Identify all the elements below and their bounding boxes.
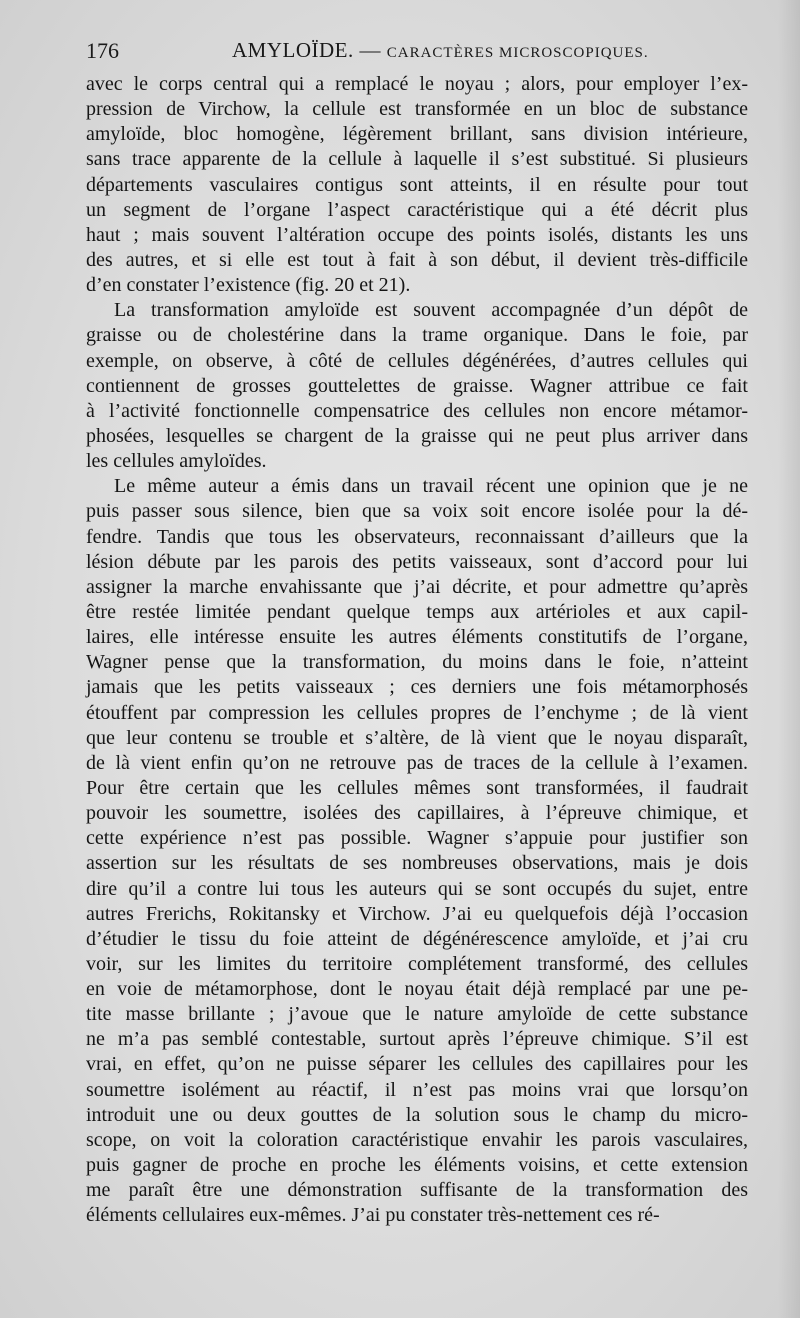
text-line: assertion sur les résultats de ses nombreuses observations, mais je dois	[86, 852, 748, 875]
text-line: pouvoir les soumettre, isolées des capillaires, à l’épreuve chimique, et	[86, 802, 748, 825]
text-line: que leur contenu se trouble et s’altère, de là vient que le noyau disparaît,	[86, 726, 748, 749]
text-line: d’en constater l’existence (fig. 20 et 21).	[86, 274, 411, 297]
running-head-subtitle: CARACTÈRES MICROSCOPIQUES.	[386, 45, 649, 61]
text-line: des autres, et si elle est tout à fait à son début, il devient très-difficile	[86, 248, 748, 271]
text-line: départements vasculaires contigus sont atteints, il en résulte pour tout	[86, 173, 748, 196]
text-line: me paraît être une démonstration suffisante de la transformation des	[86, 1179, 748, 1202]
paragraph	[86, 474, 748, 1228]
text-line: à l’activité fonctionnelle compensatrice des cellules non encore métamor-	[86, 399, 748, 422]
text-line: phosées, lesquelles se chargent de la graisse qui ne peut plus arriver dans	[86, 424, 748, 447]
text-line: exemple, on observe, à côté de cellules dégénérées, d’autres cellules qui	[86, 349, 748, 372]
text-line: laires, elle intéresse ensuite les autres éléments constitutifs de l’organe,	[86, 626, 748, 649]
text-line: scope, on voit la coloration caractéristique envahir les parois vasculaires,	[86, 1128, 748, 1151]
text-line: sans trace apparente de la cellule à laquelle il s’est substitué. Si plusieurs	[86, 148, 748, 171]
text-line: assigner la marche envahissante que j’ai décrite, et pour admettre qu’après	[86, 575, 748, 598]
text-line: tite masse brillante ; j’avoue que le nature amyloïde de cette substance	[86, 1003, 748, 1026]
page-number: 176	[86, 38, 119, 63]
running-head-dash: —	[353, 38, 387, 62]
text-line: La transformation amyloïde est souvent accompagnée d’un dépôt de	[114, 299, 748, 322]
text-line: puis passer sous silence, bien que sa voix soit encore isolée pour la dé-	[86, 500, 748, 523]
text-line: voir, sur les limites du territoire complétement transformé, des cellules	[86, 952, 748, 975]
text-line: lésion débute par les parois des petits vaisseaux, sont d’accord pour lui	[86, 550, 748, 573]
page-edge-shadow	[778, 0, 800, 1318]
text-line: cette expérience n’est pas possible. Wagner s’appuie pour justifier son	[86, 827, 748, 850]
text-line: dire qu’il a contre lui tous les auteurs qui se sont occupés du sujet, entre	[86, 877, 748, 900]
text-line: haut ; mais souvent l’altération occupe des points isolés, distants les uns	[86, 223, 748, 246]
text-line: puis gagner de proche en proche les éléments voisins, et cette extension	[86, 1154, 748, 1177]
text-line: ne m’a pas semblé contestable, surtout après l’épreuve chimique. S’il est	[86, 1028, 748, 1051]
text-line: Le même auteur a émis dans un travail récent une opinion que je ne	[114, 475, 748, 498]
text-line: éléments cellulaires eux-mêmes. J’ai pu constater très-nettement ces ré-	[86, 1204, 660, 1227]
text-line: pression de Virchow, la cellule est transformée en un bloc de substance	[86, 98, 748, 121]
text-line: étouffent par compression les cellules propres de l’enchyme ; de là vient	[86, 701, 748, 724]
text-line: autres Frerichs, Rokitansky et Virchow. J’ai eu quelquefois déjà l’occasion	[86, 902, 748, 925]
text-line: Pour être certain que les cellules mêmes sont transformées, il faudrait	[86, 776, 748, 799]
text-line: soumettre isolément au réactif, il n’est pas moins vrai que lorsqu’on	[86, 1078, 748, 1101]
text-line: jamais que les petits vaisseaux ; ces derniers une fois métamorphosés	[86, 676, 748, 699]
text-line: fendre. Tandis que tous les observateurs, reconnaissant d’ailleurs que la	[86, 525, 748, 548]
text-line: un segment de l’organe l’aspect caractéristique qui a été décrit plus	[86, 198, 748, 221]
text-line: d’étudier le tissu du foie atteint de dégénérescence amyloïde, et j’ai cru	[86, 927, 748, 950]
running-head-title: AMYLOÏDE.	[232, 38, 354, 62]
text-line: les cellules amyloïdes.	[86, 450, 267, 473]
page-header	[86, 38, 746, 64]
text-line: contiennent de grosses gouttelettes de graisse. Wagner attribue ce fait	[86, 374, 748, 397]
paragraph	[86, 298, 748, 474]
text-line: Wagner pense que la transformation, du moins dans le foie, n’atteint	[86, 651, 748, 674]
running-head	[232, 38, 649, 63]
text-line: amyloïde, bloc homogène, légèrement brillant, sans division intérieure,	[86, 123, 748, 146]
text-line: de là vient enfin qu’on ne retrouve pas de traces de la cellule à l’examen.	[86, 751, 748, 774]
text-line: être restée limitée pendant quelque temps aux artérioles et aux capil-	[86, 600, 748, 623]
paragraph	[86, 72, 748, 298]
text-line: vrai, en effet, qu’on ne puisse séparer les cellules des capillaires pour les	[86, 1053, 748, 1076]
text-line: graisse ou de cholestérine dans la trame organique. Dans le foie, par	[86, 324, 748, 347]
text-line: avec le corps central qui a remplacé le noyau ; alors, pour employer l’ex-	[86, 73, 748, 95]
body-text	[86, 72, 748, 1228]
text-line: introduit une ou deux gouttes de la solution sous le champ du micro-	[86, 1103, 748, 1126]
text-line: en voie de métamorphose, dont le noyau était déjà remplacé par une pe-	[86, 978, 748, 1001]
